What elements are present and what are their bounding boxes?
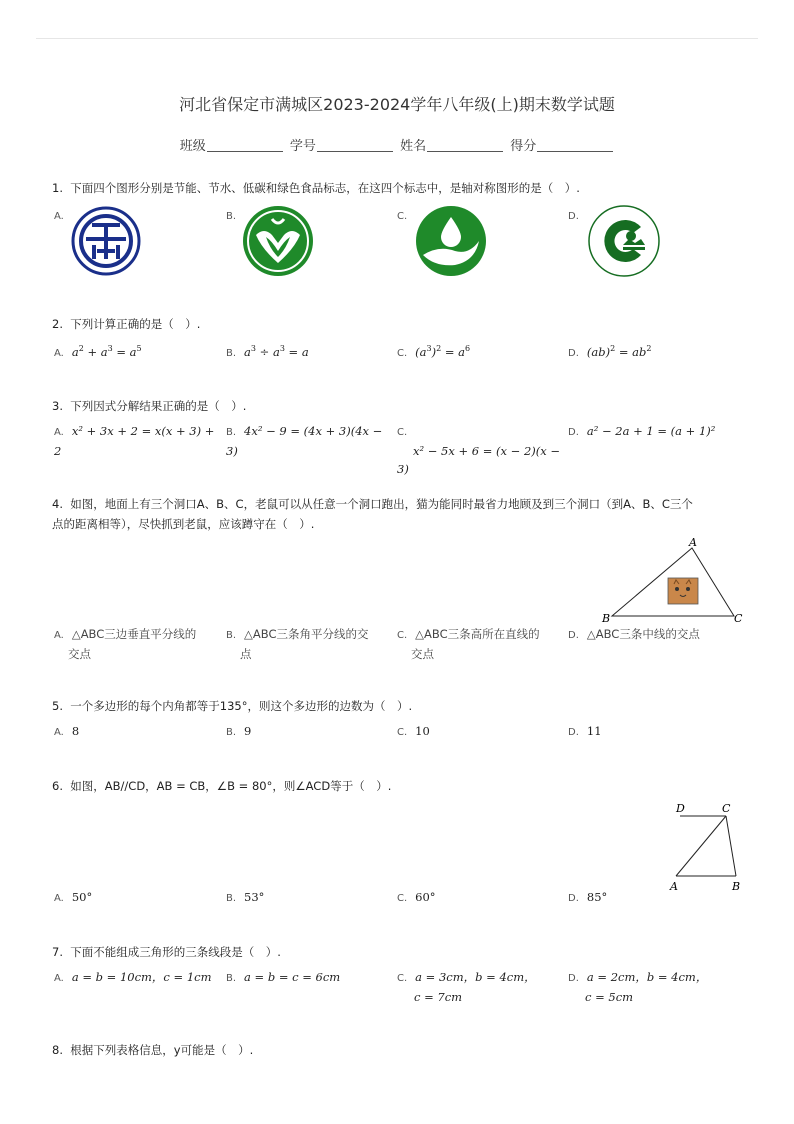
question-3: 3. 下列因式分解结果正确的是（ ）.	[52, 399, 247, 413]
page-title: 河北省保定市满城区2023-2024学年八年级(上)期末数学试题	[179, 95, 615, 114]
option-c[interactable]: C. $(a^3)^2 = a^6$	[397, 344, 471, 359]
question-2-options	[54, 340, 754, 380]
question-1-text: 下面四个图形分别是节能、节水、低碳和绿色食品标志，在这四个标志中，是轴对称图形的是（ ）.	[70, 181, 580, 195]
option-c[interactable]: C. △ABC三条高所在直线的 交点	[397, 627, 540, 661]
option-c[interactable]: C. x² − 5x + 6 = (x − 2)(x − 3)	[397, 427, 561, 476]
field-class-blank[interactable]	[207, 139, 283, 152]
student-info-line	[0, 135, 794, 154]
field-id-label: 学号	[289, 139, 316, 154]
option-label: D.	[568, 211, 579, 222]
energy-saving-logo-icon	[70, 205, 142, 277]
triangle-abc-figure	[596, 536, 746, 628]
question-6-options	[54, 888, 754, 928]
option-b[interactable]: B. 4x² − 9 = (4x + 3)(4x − 3)	[226, 424, 383, 458]
option-d[interactable]: D. 85°	[568, 890, 608, 904]
option-math: $(a^3)^2 = a^6$	[415, 344, 471, 359]
option-d[interactable]: D. 11	[568, 724, 602, 738]
field-name-blank[interactable]	[427, 139, 503, 152]
green-food-logo-icon	[587, 205, 661, 277]
field-score-label: 得分	[510, 139, 537, 154]
low-carbon-logo-icon	[415, 205, 487, 277]
question-2-text: 下列计算正确的是（ ）.	[70, 317, 201, 331]
option-label: B.	[226, 211, 237, 222]
option-a[interactable]: A. $a^2 + a^3 = a^5$	[54, 344, 142, 359]
question-1: 1. 下面四个图形分别是节能、节水、低碳和绿色食品标志，在这四个标志中，是轴对称图形的是（ ）.	[52, 181, 580, 195]
question-3-text: 下列因式分解结果正确的是（ ）.	[70, 399, 247, 413]
option-d[interactable]: D. a² − 2a + 1 = (a + 1)²	[568, 424, 716, 438]
point-label-d: D	[676, 802, 685, 815]
field-name-label: 姓名	[400, 139, 427, 154]
vertex-label-b: B	[602, 612, 611, 625]
vertex-label-c: C	[734, 612, 743, 625]
question-5: 5. 一个多边形的每个内角都等于135°，则这个多边形的边数为（ ）.	[52, 699, 413, 713]
question-4-text-line2: 点的距离相等），尽快抓到老鼠，应该蹲守在（ ）.	[52, 517, 315, 531]
question-8-text: 根据下列表格信息，y可能是（ ）.	[70, 1043, 254, 1057]
option-b[interactable]: B. 53°	[226, 890, 265, 904]
field-score-blank[interactable]	[537, 139, 613, 152]
option-a[interactable]: A. a = b = 10cm，c = 1cm	[54, 970, 212, 984]
option-a[interactable]: A. x² + 3x + 2 = x(x + 3) + 2	[54, 424, 215, 458]
option-a[interactable]: A. △ABC三边垂直平分线的 交点	[54, 627, 197, 661]
question-7-text: 下面不能组成三角形的三条线段是（ ）.	[70, 945, 281, 959]
option-math: $a^3 \div a^3 = a$	[244, 344, 309, 359]
question-5-options	[54, 722, 754, 762]
option-c[interactable]: C. a = 3cm，b = 4cm， c = 7cm	[397, 970, 536, 1004]
option-d[interactable]: D. a = 2cm，b = 4cm， c = 5cm	[568, 970, 708, 1004]
question-2: 2. 下列计算正确的是（ ）.	[52, 317, 201, 331]
question-4-options	[54, 625, 754, 665]
parallel-lines-figure	[664, 798, 750, 894]
water-saving-logo-icon	[242, 205, 314, 277]
point-label-a: A	[670, 880, 678, 893]
question-6: 6. 如图，AB//CD，AB = CB，∠B = 80°，则∠ACD等于（ ）.	[52, 779, 392, 793]
option-label: A.	[54, 211, 64, 222]
option-d[interactable]: D. $(ab)^2 = ab^2$	[568, 344, 652, 359]
question-7: 7. 下面不能组成三角形的三条线段是（ ）.	[52, 945, 281, 959]
option-b[interactable]: B. 9	[226, 724, 252, 738]
question-7-options	[54, 968, 754, 1008]
option-d[interactable]: D. △ABC三条中线的交点	[568, 627, 700, 641]
option-b[interactable]: B. $a^3 \div a^3 = a$	[226, 344, 309, 359]
option-math: $(ab)^2 = ab^2$	[586, 344, 652, 359]
option-a[interactable]: A. 50°	[54, 890, 93, 904]
cat-picture-icon	[668, 578, 698, 604]
option-a[interactable]: A. 8	[54, 724, 80, 738]
field-id-blank[interactable]	[317, 139, 393, 152]
vertex-label-a: A	[689, 536, 697, 549]
question-8: 8. 根据下列表格信息，y可能是（ ）.	[52, 1043, 254, 1057]
option-c[interactable]: C. 60°	[397, 890, 436, 904]
option-c[interactable]: C. 10	[397, 724, 430, 738]
option-b[interactable]: B. a = b = c = 6cm	[226, 970, 341, 984]
point-label-c: C	[722, 802, 731, 815]
point-label-b: B	[732, 880, 741, 893]
option-math: $a^2 + a^3 = a^5$	[71, 344, 142, 359]
field-class-label: 班级	[179, 139, 206, 154]
question-4-text-line1: 如图，地面上有三个洞口A、B、C，老鼠可以从任意一个洞口跑出，猫为能同时最省力地顾及到三个洞口（到A、B、C三个	[70, 497, 693, 511]
question-6-text: 如图，AB//CD，AB = CB，∠B = 80°，则∠ACD等于（ ）.	[70, 779, 392, 793]
question-4: 4. 如图，地面上有三个洞口A、B、C，老鼠可以从任意一个洞口跑出，猫为能同时最省力地顾及到三个洞口（到A、B、C三个 点的距离相等），尽快抓到老鼠，应该蹲守在（ ）.	[52, 497, 693, 531]
option-label: C.	[397, 211, 408, 222]
question-3-options	[54, 422, 754, 476]
option-b[interactable]: B. △ABC三条角平分线的交 点	[226, 627, 369, 661]
top-rule	[36, 38, 758, 39]
question-5-text: 一个多边形的每个内角都等于135°，则这个多边形的边数为（ ）.	[70, 699, 413, 713]
